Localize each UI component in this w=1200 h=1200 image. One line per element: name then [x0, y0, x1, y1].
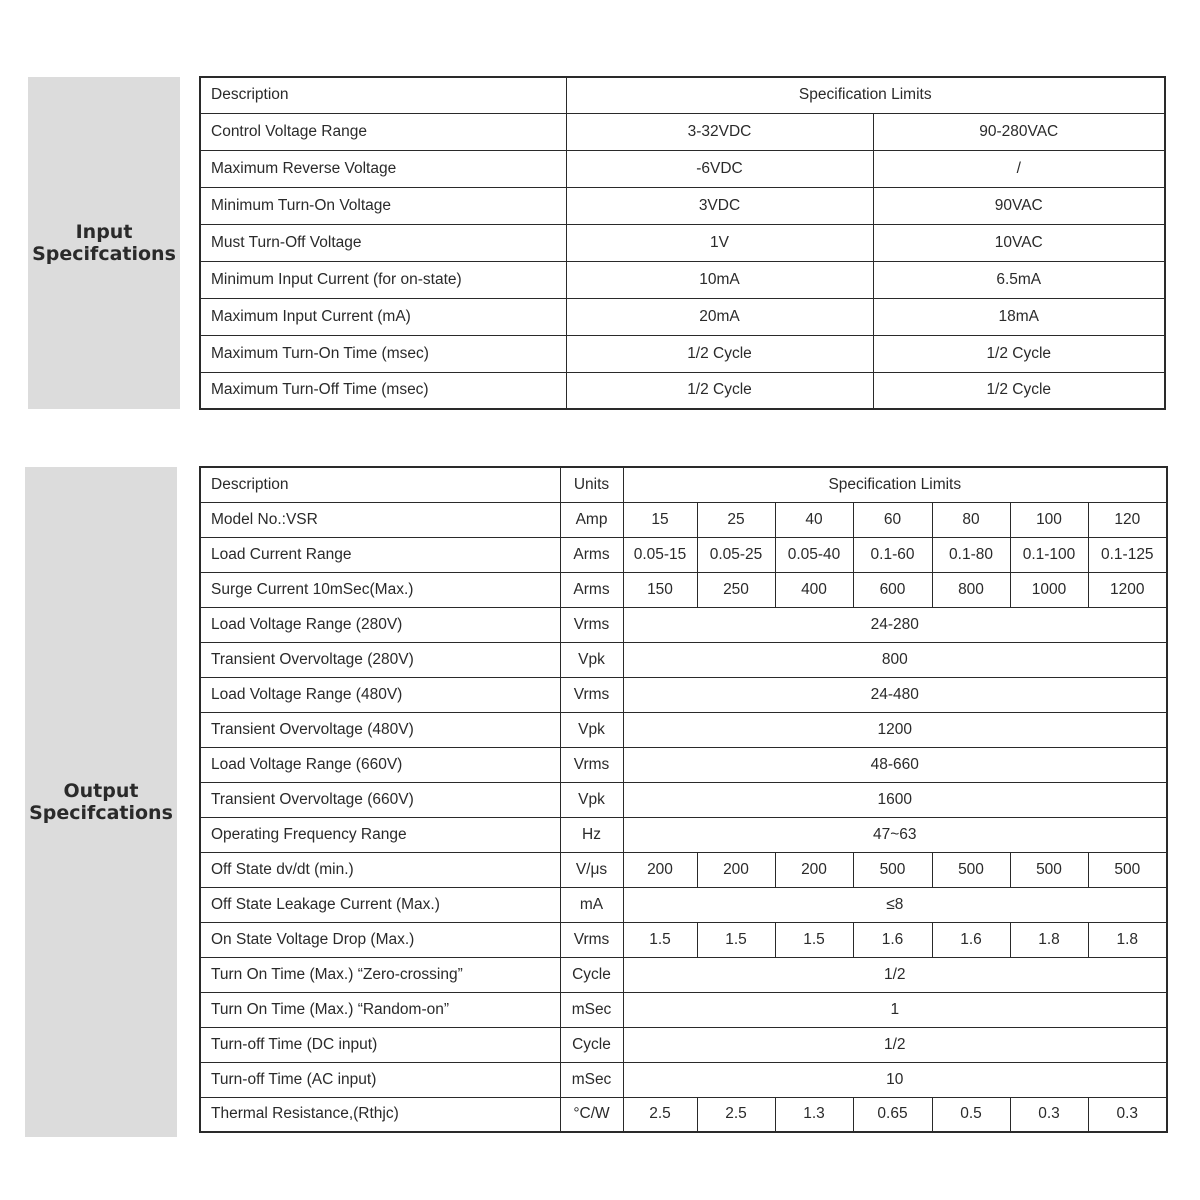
input-spec-row: [200, 298, 1165, 335]
input-spec-row: [200, 150, 1165, 187]
model-value-cell: 1.5: [623, 922, 697, 957]
model-value-cell: 1.5: [697, 922, 775, 957]
spanned-value-cell: 24-280: [623, 607, 1167, 642]
model-value-cell: 400: [775, 572, 853, 607]
model-value-cell: 1200: [1088, 572, 1167, 607]
model-value-cell: 200: [775, 852, 853, 887]
model-value-cell: 2.5: [697, 1097, 775, 1132]
input-spec-row: [200, 113, 1165, 150]
dc-input-value: 1V: [566, 224, 873, 261]
output-spec-row: [200, 1062, 1167, 1097]
model-value-cell: 0.05-25: [697, 537, 775, 572]
dc-input-value: 3-32VDC: [566, 113, 873, 150]
header-description: Description: [200, 467, 560, 502]
row-unit: Arms: [560, 537, 623, 572]
row-description: Load Voltage Range (480V): [200, 677, 560, 712]
row-description: Off State dv/dt (min.): [200, 852, 560, 887]
dc-input-value: -6VDC: [566, 150, 873, 187]
model-value-cell: 100: [1010, 502, 1088, 537]
model-value-cell: 0.3: [1088, 1097, 1167, 1132]
row-description: Load Voltage Range (660V): [200, 747, 560, 782]
model-value-cell: 0.1-60: [853, 537, 932, 572]
row-unit: mSec: [560, 992, 623, 1027]
row-description: Minimum Turn-On Voltage: [200, 187, 566, 224]
model-value-cell: 0.65: [853, 1097, 932, 1132]
row-unit: Vrms: [560, 677, 623, 712]
model-value-cell: 500: [853, 852, 932, 887]
spanned-value-cell: ≤8: [623, 887, 1167, 922]
model-value-cell: 0.1-80: [932, 537, 1010, 572]
input-header-row: [200, 77, 1165, 113]
spanned-value-cell: 1/2: [623, 1027, 1167, 1062]
output-spec-row: [200, 817, 1167, 852]
model-value-cell: 0.1-125: [1088, 537, 1167, 572]
dc-input-value: 3VDC: [566, 187, 873, 224]
input-spec-row: [200, 335, 1165, 372]
dc-input-value: 1/2 Cycle: [566, 372, 873, 409]
header-units: Units: [560, 467, 623, 502]
row-unit: mSec: [560, 1062, 623, 1097]
row-unit: V/μs: [560, 852, 623, 887]
dc-input-value: 20mA: [566, 298, 873, 335]
output-spec-row: [200, 572, 1167, 607]
ac-input-value: 90-280VAC: [873, 113, 1165, 150]
ac-input-value: 18mA: [873, 298, 1165, 335]
spanned-value-cell: 48-660: [623, 747, 1167, 782]
input-spec-row: [200, 187, 1165, 224]
model-value-cell: 120: [1088, 502, 1167, 537]
model-value-cell: 0.05-15: [623, 537, 697, 572]
ac-input-value: 90VAC: [873, 187, 1165, 224]
row-unit: Cycle: [560, 1027, 623, 1062]
output-spec-row: [200, 502, 1167, 537]
model-value-cell: 1.6: [932, 922, 1010, 957]
spanned-value-cell: 1/2: [623, 957, 1167, 992]
output-header-row: [200, 467, 1167, 502]
input-label-line1: Input: [75, 221, 133, 243]
row-description: On State Voltage Drop (Max.): [200, 922, 560, 957]
output-spec-row: [200, 537, 1167, 572]
model-value-cell: 1000: [1010, 572, 1088, 607]
output-label-line1: Output: [63, 780, 139, 802]
model-value-cell: 2.5: [623, 1097, 697, 1132]
dc-input-value: 1/2 Cycle: [566, 335, 873, 372]
input-spec-row: [200, 224, 1165, 261]
model-value-cell: 200: [697, 852, 775, 887]
ac-input-value: 1/2 Cycle: [873, 372, 1165, 409]
row-description: Transient Overvoltage (660V): [200, 782, 560, 817]
spanned-value-cell: 24-480: [623, 677, 1167, 712]
output-spec-row: [200, 922, 1167, 957]
output-spec-row: [200, 712, 1167, 747]
row-description: Thermal Resistance,(Rthjc): [200, 1097, 560, 1132]
output-spec-row: [200, 1097, 1167, 1132]
row-unit: Vpk: [560, 642, 623, 677]
dc-input-value: 10mA: [566, 261, 873, 298]
row-unit: mA: [560, 887, 623, 922]
input-specifications-label: [28, 77, 180, 409]
row-description: Maximum Turn-On Time (msec): [200, 335, 566, 372]
model-value-cell: 40: [775, 502, 853, 537]
output-spec-row: [200, 642, 1167, 677]
row-description: Model No.:VSR: [200, 502, 560, 537]
row-description: Transient Overvoltage (280V): [200, 642, 560, 677]
input-spec-row: [200, 261, 1165, 298]
model-value-cell: 1.8: [1010, 922, 1088, 957]
row-description: Load Voltage Range (280V): [200, 607, 560, 642]
spanned-value-cell: 1200: [623, 712, 1167, 747]
row-unit: Vpk: [560, 782, 623, 817]
input-label-line2: Specifcations: [32, 243, 176, 265]
output-spec-row: [200, 957, 1167, 992]
model-value-cell: 1.8: [1088, 922, 1167, 957]
model-value-cell: 500: [1088, 852, 1167, 887]
input-spec-row: [200, 372, 1165, 409]
row-description: Minimum Input Current (for on-state): [200, 261, 566, 298]
model-value-cell: 1.5: [775, 922, 853, 957]
row-description: Must Turn-Off Voltage: [200, 224, 566, 261]
output-spec-row: [200, 852, 1167, 887]
output-label-line2: Specifcations: [29, 802, 173, 824]
spanned-value-cell: 47~63: [623, 817, 1167, 852]
spanned-value-cell: 1: [623, 992, 1167, 1027]
model-value-cell: 800: [932, 572, 1010, 607]
output-spec-row: [200, 607, 1167, 642]
model-value-cell: 1.3: [775, 1097, 853, 1132]
ac-input-value: /: [873, 150, 1165, 187]
row-unit: Vrms: [560, 607, 623, 642]
model-value-cell: 0.5: [932, 1097, 1010, 1132]
row-description: Maximum Reverse Voltage: [200, 150, 566, 187]
output-spec-row: [200, 677, 1167, 712]
ac-input-value: 10VAC: [873, 224, 1165, 261]
output-spec-row: [200, 992, 1167, 1027]
output-spec-row: [200, 782, 1167, 817]
row-description: Surge Current 10mSec(Max.): [200, 572, 560, 607]
spanned-value-cell: 800: [623, 642, 1167, 677]
output-spec-row: [200, 747, 1167, 782]
model-value-cell: 200: [623, 852, 697, 887]
row-description: Turn-off Time (DC input): [200, 1027, 560, 1062]
row-unit: Amp: [560, 502, 623, 537]
output-specifications-label: [25, 467, 177, 1137]
model-value-cell: 500: [932, 852, 1010, 887]
row-unit: Arms: [560, 572, 623, 607]
header-specification-limits: Specification Limits: [566, 77, 1165, 113]
row-unit: Hz: [560, 817, 623, 852]
ac-input-value: 1/2 Cycle: [873, 335, 1165, 372]
model-value-cell: 80: [932, 502, 1010, 537]
row-description: Transient Overvoltage (480V): [200, 712, 560, 747]
output-spec-row: [200, 1027, 1167, 1062]
model-value-cell: 15: [623, 502, 697, 537]
row-description: Turn On Time (Max.) “Random-on”: [200, 992, 560, 1027]
row-description: Maximum Input Current (mA): [200, 298, 566, 335]
header-description: Description: [200, 77, 566, 113]
row-description: Turn-off Time (AC input): [200, 1062, 560, 1097]
row-description: Maximum Turn-Off Time (msec): [200, 372, 566, 409]
model-value-cell: 500: [1010, 852, 1088, 887]
model-value-cell: 0.05-40: [775, 537, 853, 572]
spanned-value-cell: 1600: [623, 782, 1167, 817]
row-unit: Vpk: [560, 712, 623, 747]
model-value-cell: 250: [697, 572, 775, 607]
model-value-cell: 150: [623, 572, 697, 607]
model-value-cell: 0.3: [1010, 1097, 1088, 1132]
row-unit: Cycle: [560, 957, 623, 992]
output-spec-table: [199, 466, 1168, 1133]
row-description: Operating Frequency Range: [200, 817, 560, 852]
ac-input-value: 6.5mA: [873, 261, 1165, 298]
row-description: Off State Leakage Current (Max.): [200, 887, 560, 922]
spanned-value-cell: 10: [623, 1062, 1167, 1097]
model-value-cell: 60: [853, 502, 932, 537]
input-spec-table: [199, 76, 1166, 410]
row-unit: °C/W: [560, 1097, 623, 1132]
row-description: Load Current Range: [200, 537, 560, 572]
model-value-cell: 25: [697, 502, 775, 537]
row-description: Turn On Time (Max.) “Zero-crossing”: [200, 957, 560, 992]
row-description: Control Voltage Range: [200, 113, 566, 150]
header-specification-limits: Specification Limits: [623, 467, 1167, 502]
row-unit: Vrms: [560, 922, 623, 957]
model-value-cell: 0.1-100: [1010, 537, 1088, 572]
model-value-cell: 1.6: [853, 922, 932, 957]
row-unit: Vrms: [560, 747, 623, 782]
model-value-cell: 600: [853, 572, 932, 607]
output-spec-row: [200, 887, 1167, 922]
